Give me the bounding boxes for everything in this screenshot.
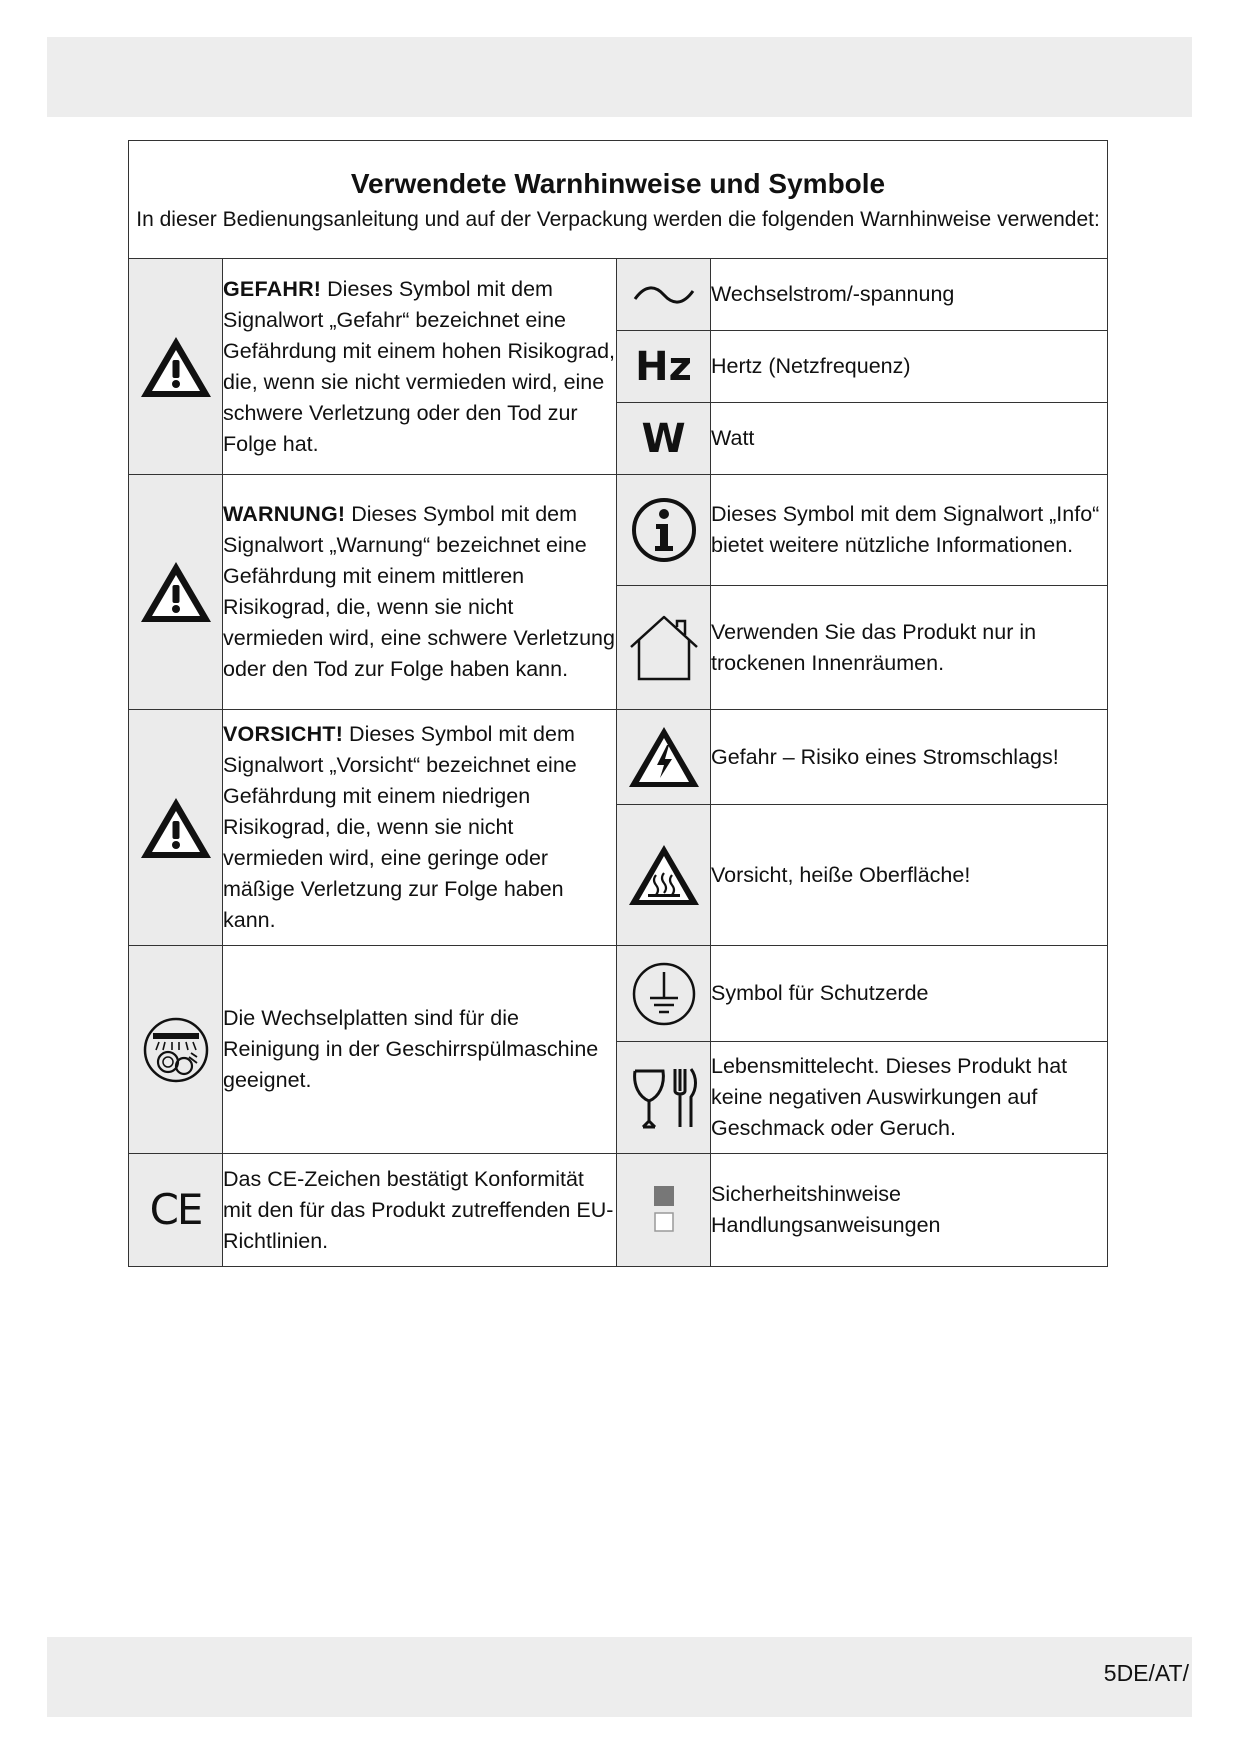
warning-triangle-icon: [138, 333, 214, 401]
danger-icon-cell: [129, 259, 223, 475]
page-number: 5DE/AT/: [1103, 1660, 1189, 1686]
dishwasher-description: Die Wechselplatten sind für die Reinigung in der Geschirrspülmaschine geeignet.: [223, 946, 617, 1154]
safety-instructions-icon: [649, 1182, 679, 1238]
warning-text: Dieses Symbol mit dem Signalwort „Warnung“ bezeichnet eine Gefährdung mit einem mittleren Risikograd, die, wenn sie nicht vermieden wird, eine schwere Verletzung oder den Tod zur Folge haben kann.: [223, 502, 615, 681]
indoor-icon-cell: [617, 586, 711, 710]
danger-text: Dieses Symbol mit dem Signalwort „Gefahr“ bezeichnet eine Gefährdung mit einem hohen Risikograd, die, wenn sie nicht vermieden wird, eine schwere Verletzung oder den Tod zur Folge hat.: [223, 276, 615, 456]
warning-signal-word: WARNUNG!: [223, 502, 346, 526]
house-icon: [627, 613, 701, 683]
food-safe-icon: [629, 1063, 699, 1133]
shock-icon-cell: [617, 710, 711, 805]
safety-icon-cell: [617, 1154, 711, 1267]
food-safe-description: Lebensmittelecht. Dieses Produkt hat keine negativen Auswirkungen auf Geschmack oder Geruch.: [711, 1042, 1108, 1154]
hertz-icon: Hz: [635, 343, 692, 390]
shock-description: Gefahr – Risiko eines Stromschlags!: [711, 710, 1108, 805]
info-description: Dieses Symbol mit dem Signalwort „Info“ bietet weitere nützliche Informationen.: [711, 475, 1108, 586]
page-title: Verwendete Warnhinweise und Symbole: [350, 167, 886, 199]
footer-band: [47, 1637, 1192, 1717]
ac-description: Wechselstrom/-spannung: [711, 259, 1108, 331]
caution-text: Dieses Symbol mit dem Signalwort „Vorsicht“ bezeichnet eine Gefährdung mit einem niedrigen Risikograd, die, wenn sie nicht vermieden wird, eine geringe oder mäßige Verletzung zur Folge haben kann.: [223, 722, 577, 932]
watt-description: Watt: [711, 403, 1108, 475]
alternating-current-icon: [631, 283, 697, 307]
dishwasher-icon-cell: [129, 946, 223, 1154]
indoor-description: Verwenden Sie das Produkt nur in trockenen Innenräumen.: [711, 586, 1108, 710]
ce-icon-cell: [129, 1154, 223, 1267]
ce-mark-icon: CE: [149, 1185, 202, 1234]
info-icon-cell: [617, 475, 711, 586]
earth-description: Symbol für Schutzerde: [711, 946, 1108, 1042]
earth-icon-cell: [617, 946, 711, 1042]
hz-icon-cell: [617, 331, 711, 403]
hot-surface-icon-cell: [617, 805, 711, 946]
ce-description: Das CE-Zeichen bestätigt Konformität mit den für das Produkt zutreffenden EU-Richtlinien.: [223, 1154, 617, 1267]
warning-triangle-icon: [138, 794, 214, 862]
header-band: [47, 37, 1192, 117]
watt-icon: W: [641, 415, 686, 462]
danger-signal-word: GEFAHR!: [223, 276, 322, 301]
hot-surface-description: Vorsicht, heiße Oberfläche!: [711, 805, 1108, 946]
protective-earth-icon: [630, 960, 698, 1028]
ac-icon-cell: [617, 259, 711, 331]
dishwasher-safe-icon: [141, 1015, 211, 1085]
food-safe-icon-cell: [617, 1042, 711, 1154]
warning-description: [223, 475, 617, 710]
info-icon: [630, 496, 698, 564]
warning-icon-cell: [129, 475, 223, 710]
safety-instructions-label: Sicherheitshinweise: [711, 1182, 902, 1206]
table-header: [129, 141, 1108, 259]
hot-surface-icon: [626, 841, 702, 909]
action-instructions-label: Handlungsanweisungen: [711, 1213, 941, 1237]
page-subtitle: In dieser Bedienungsanleitung und auf der Verpackung werden die folgenden Warnhinweise verwendet:: [136, 207, 1100, 231]
warning-symbols-table: [128, 140, 1108, 1267]
caution-icon-cell: [129, 710, 223, 946]
warning-triangle-icon: [138, 558, 214, 626]
electric-shock-icon: [626, 723, 702, 791]
hz-description: Hertz (Netzfrequenz): [711, 331, 1108, 403]
caution-signal-word: VORSICHT!: [223, 722, 344, 746]
danger-description: [223, 259, 617, 475]
watt-icon-cell: [617, 403, 711, 475]
safety-description: [711, 1154, 1108, 1267]
caution-description: [223, 710, 617, 946]
